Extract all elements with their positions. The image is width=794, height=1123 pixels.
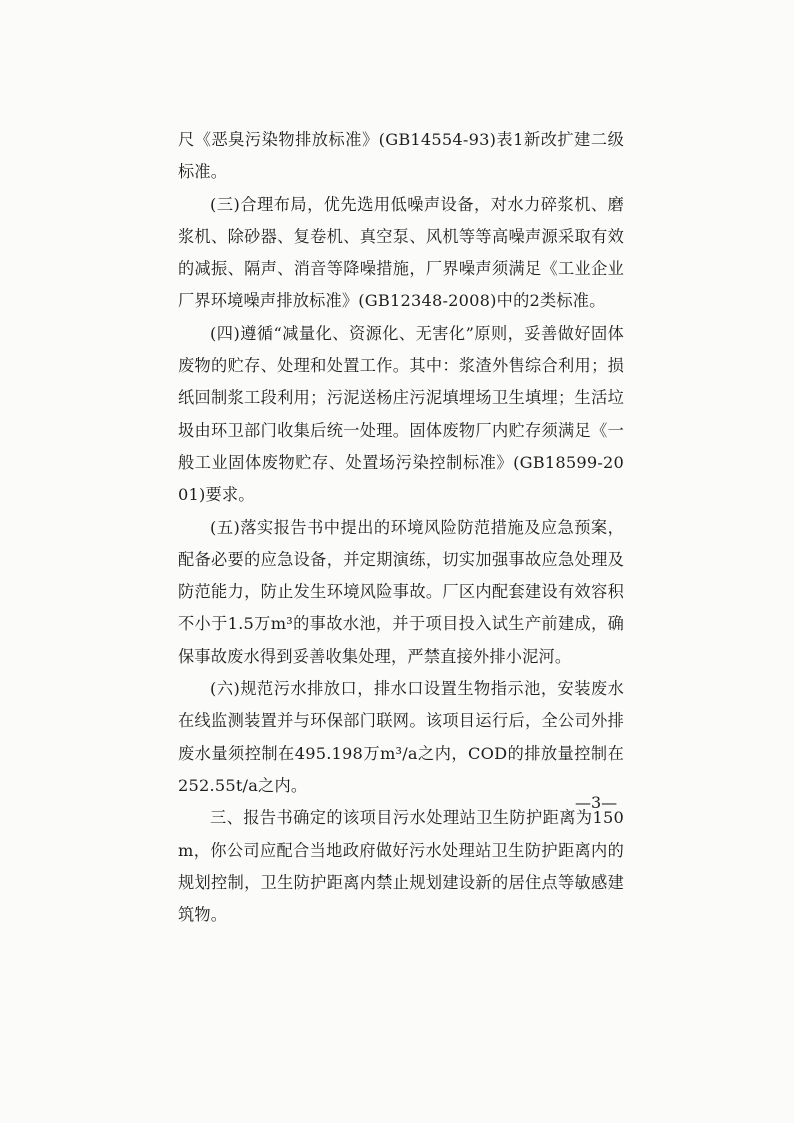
paragraph-odor-standard: 尺《恶臭污染物排放标准》(GB14554-93)表1新改扩建二级标准。 bbox=[178, 130, 624, 182]
document-body bbox=[178, 124, 624, 931]
paragraph-protection-distance: 三、报告书确定的该项目污水处理站卫生防护距离为150m，你公司应配合当地政府做好污水处理站卫生防护距离内的规划控制，卫生防护距离内禁止规划建设新的居住点等敏感建筑物。 bbox=[178, 808, 624, 925]
paragraph-noise-control: (三)合理布局，优先选用低噪声设备，对水力碎浆机、磨浆机、除砂器、复卷机、真空泵、风机等等高噪声源采取有效的减振、隔声、消音等降噪措施，厂界噪声须满足《工业企业厂界环境噪声排放标准》(GB12348-2008)中的2类标准。 bbox=[178, 194, 624, 311]
paragraph-discharge-outlet: (六)规范污水排放口，排水口设置生物指示池，安装废水在线监测装置并与环保部门联网。该项目运行后，全公司外排废水量须控制在495.198万m³/a之内，COD的排放量控制在252.55t/a之内。 bbox=[178, 679, 624, 795]
page-number: —3— bbox=[575, 793, 618, 812]
paragraph-solid-waste: (四)遵循“减量化、资源化、无害化”原则，妥善做好固体废物的贮存、处理和处置工作。其中：浆渣外售综合利用；损纸回制浆工段利用；污泥送杨庄污泥填埋场卫生填埋；生活垃圾由环卫部门收集后统一处理。固体废物厂内贮存须满足《一般工业固体废物贮存、处置场污染控制标准》(GB18599-2001)要求。 bbox=[178, 323, 624, 505]
paragraph-risk-prevention: (五)落实报告书中提出的环境风险防范措施及应急预案，配备必要的应急设备，并定期演练，切实加强事故应急处理及防范能力，防止发生环境风险事故。厂区内配套建设有效容积不小于1.5万m³的事故水池，并于项目投入试生产前建成，确保事故废水得到妥善收集处理，严禁直接外排小泥河。 bbox=[178, 517, 624, 666]
